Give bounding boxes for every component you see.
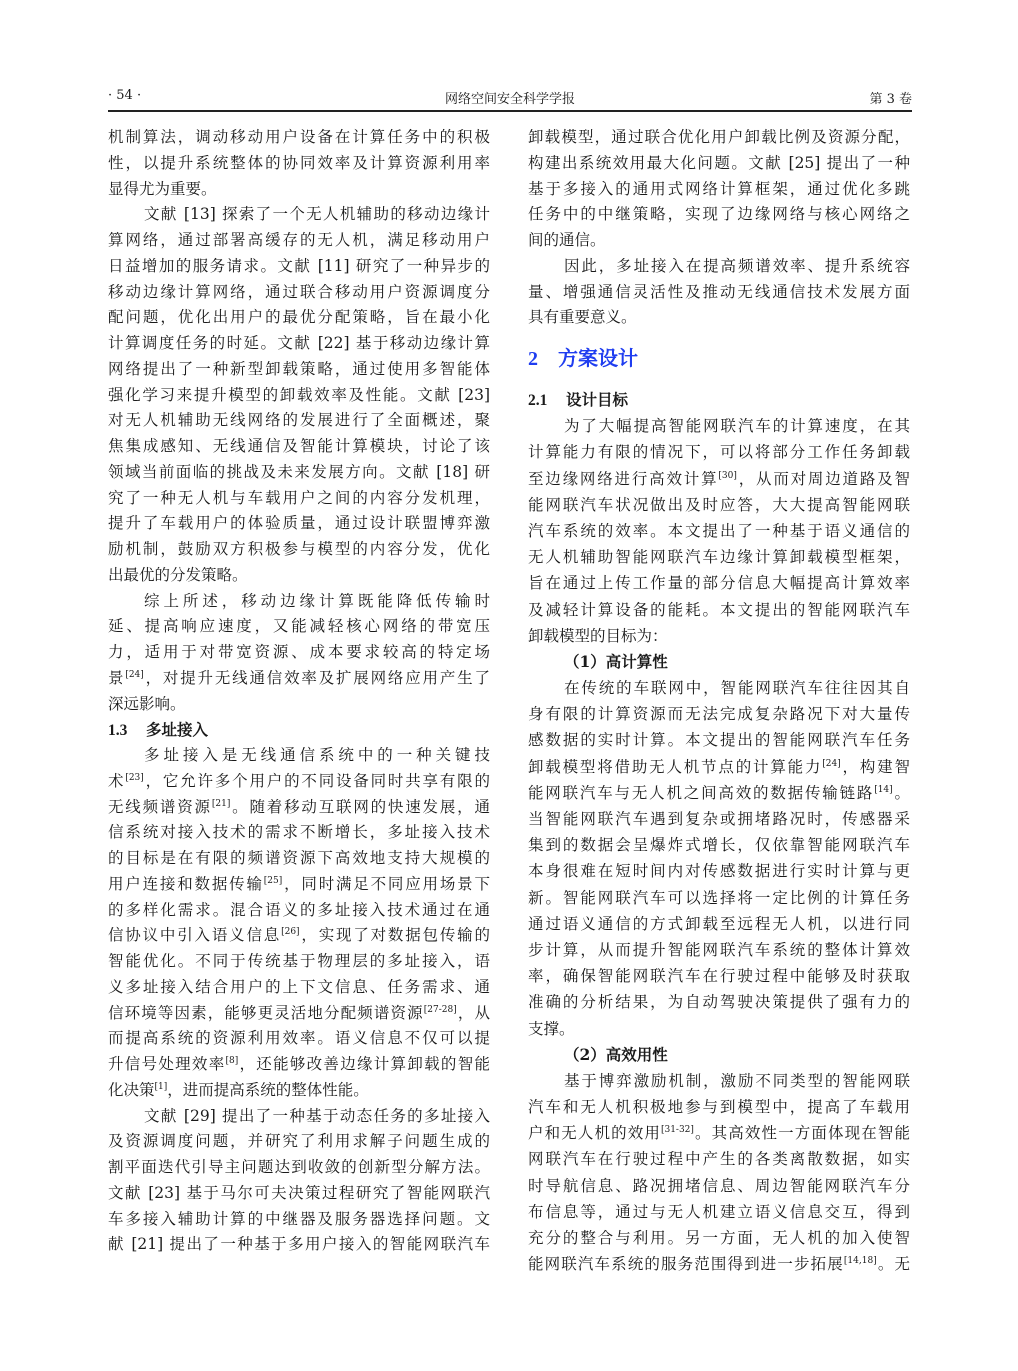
heading-title: 设计目标 [566,390,629,409]
text-segment: 景 [108,668,126,687]
text-line: 献 [21] 提出了一种基于多用户接入的智能网联汽车 [108,1235,490,1254]
text-line: 充分的整合与利用。另一方面，无人机的加入使智 [528,1229,910,1247]
section-heading [528,331,910,387]
citation-superscript: [31-32] [660,1125,694,1136]
text-segment: 升信号处理效率 [108,1055,226,1073]
text-line: 集到的数据会呈爆炸式增长，仅依靠智能网联汽车 [528,836,910,855]
goal-item-heading: （2）高效用性 [564,1044,668,1064]
text-line: 基于博弈激励机制，激励不同类型的智能网联 [564,1071,910,1090]
heading-number: 2.1 [528,392,548,409]
text-segment: 无线频谱资源 [108,797,212,816]
text-line [528,754,910,780]
text-line: 计算调度任务的时延。文献 [22] 基于移动边缘计算 [108,334,490,352]
text-segment: ，对提升无线通信效率及扩展网络应用产生了 [143,668,490,687]
text-line: 因此，多址接入在提高频谱效率、提升系统容 [564,256,910,275]
text-line: 准确的分析结果，为自动驾驶决策提供了强有力的 [528,993,910,1012]
text-line: 网络提出了一种新型卸载策略，通过使用多智能体 [108,359,490,378]
text-line: 为了大幅提高智能网联汽车的计算速度，在其 [564,417,910,436]
text-line: 基于多接入的通用式网络计算框架，通过优化多跳 [528,179,910,198]
right-column [528,125,910,1277]
text-segment: ，从而对周边道路及智 [736,469,910,488]
paragraph [108,743,490,1104]
text-segment: ，还能够改善边缘计算卸载的智能 [238,1055,490,1073]
text-line: 出最优的分发策略。 [108,565,248,584]
text-segment: ，它允许多个用户的不同设备同时共享有限的 [143,771,490,790]
text-line: 量、增强通信灵活性及推动无线通信技术发展方面 [528,282,910,301]
text-line: 日益增加的服务请求。文献 [11] 研究了一种异步的 [108,256,490,275]
text-line [528,1251,910,1277]
citation-superscript: [24] [822,758,841,769]
text-line: 及资源调度问题，并研究了利用求解子问题生成的 [108,1132,490,1151]
text-line: 网联汽车在行驶过程中产生的各类离散数据，如实 [528,1150,910,1169]
heading-number: 2 [528,348,538,370]
text-line: 延、提高响应速度，又能减轻核心网络的带宽压 [108,617,490,636]
text-line: 卸载模型的目标为： [528,626,668,645]
text-segment: 信环境等因素，能够更灵活地分配频谱资源 [108,1003,424,1022]
text-segment: ，进而提高系统的整体性能。 [167,1080,369,1099]
text-line: 计算能力有限的情况下，可以将部分工作任务卸载 [528,443,910,462]
heading-title: 方案设计 [558,346,638,370]
lower-section [528,387,910,1277]
heading-title: 多址接入 [146,720,209,740]
text-line: 深远影响。 [108,694,186,713]
text-line: 时导航信息、路况拥堵信息、周边智能网联汽车分 [528,1176,910,1195]
text-line [108,923,490,949]
text-line: 的多样化需求。混合语义的多址接入技术通过在通 [108,900,490,919]
text-line: 文献 [23] 基于马尔可夫决策过程研究了智能网联汽 [108,1183,490,1202]
text-segment: 。其高效性一方面体现在智能 [693,1124,910,1143]
citation-superscript: [27-28] [423,1004,457,1015]
text-line: 多址接入是无线通信系统中的一种关键技 [144,746,490,764]
text-line: 布信息等，通过与无人机建立语义信息交互，得到 [528,1202,910,1221]
text-line [108,1052,490,1078]
text-segment: ，从 [456,1003,490,1022]
citation-superscript: [25] [263,875,283,886]
citation-superscript: [14] [874,784,893,795]
subsection-heading [108,717,490,743]
heading-number: 1.3 [108,722,128,740]
text-line: 而提高系统的资源利用效率。语义信息不仅可以提 [108,1029,490,1048]
left-column [108,125,490,1258]
citation-superscript: [30] [718,470,737,481]
text-line: 文献 [13] 探索了一个无人机辅助的移动边缘计 [144,205,490,224]
paragraph [108,1104,490,1259]
text-segment: 能网联汽车系统的服务范围得到进一步拓展 [528,1255,844,1274]
header-rule [108,110,912,112]
text-line [528,466,910,492]
citation-superscript: [26] [281,927,300,938]
text-line [108,1078,490,1104]
paragraph [528,125,910,254]
text-segment: 化决策 [108,1080,155,1099]
paragraph [528,254,910,331]
text-segment: ，实现了对数据包传输的 [299,926,490,945]
text-segment: 信协议中引入语义信息 [108,926,282,945]
text-segment: 能网联汽车与无人机之间高效的数据传输链路 [528,783,875,802]
citation-superscript: [23] [125,772,144,783]
text-line: 励机制，鼓励双方积极参与模型的内容分发，优化 [108,540,490,558]
text-line: 构建出系统效用最大化问题。文献 [25] 提出了一种 [528,153,910,172]
text-line: 机制算法，调动移动用户设备在计算任务中的积极 [108,128,490,146]
text-segment: 。随着移动互联网的快速发展，通 [230,797,490,816]
text-line [108,666,490,692]
text-segment: 用户连接和数据传输 [108,874,264,893]
text-line: 及减轻计算设备的能耗。本文提出的智能网联汽车 [528,600,910,619]
text-line: 割平面迭代引导主问题达到收敛的创新型分解方法。 [108,1158,490,1176]
citation-superscript: [8] [225,1056,239,1066]
text-line: 无人机辅助智能网联汽车边缘计算卸载模型框架， [528,548,910,567]
paragraph [108,589,490,718]
text-segment: 。无 [876,1255,910,1274]
text-line [108,1001,490,1027]
volume-label: 第 3 卷 [869,92,912,107]
text-line: 身有限的计算资源而无法完成复杂路况下对大量传 [528,705,910,724]
text-line: 究了一种无人机与车载用户之间的内容分发机理， [108,488,490,507]
text-segment: 。 [892,783,910,802]
text-line: 能网联汽车状况做出及时应答，大大提高智能网联 [528,495,910,514]
text-line [528,780,910,806]
text-line: 通过语义通信的方式卸载至远程无人机，以进行同 [528,914,910,933]
text-line: 率，确保智能网联汽车在行驶过程中能够及时获取 [528,967,910,986]
text-line: 信系统对接入技术的需求不断增长，多址接入技术 [108,823,490,842]
text-line: 具有重要意义。 [528,308,637,327]
text-line: 支撑。 [528,1019,575,1038]
text-line [108,769,490,795]
text-segment: 卸载模型将借助无人机节点的计算能力 [528,757,823,776]
citation-superscript: [21] [211,798,231,809]
text-line: 智能优化。不同于传统基于物理层的多址接入，语 [108,952,490,970]
citation-superscript: [1] [154,1081,168,1092]
text-line: 卸载模型，通过联合优化用户卸载比例及资源分配， [528,128,910,146]
running-header [108,88,912,108]
text-line: 新。智能网联汽车可以选择将一定比例的计算任务 [528,888,910,907]
page-number: · 54 · [108,88,142,103]
text-line [108,795,490,821]
text-line: 强化学习来提升模型的卸载效率及性能。文献 [23] [108,385,490,404]
paragraph [528,413,910,649]
text-line: 配问题，优化出用户的最优分配策略，旨在最小化 [108,308,490,327]
text-line: 任务中的中继策略，实现了边缘网络与核心网络之 [528,205,910,224]
text-line: 力，适用于对带宽资源、成本要求较高的特定场 [108,643,490,661]
goal-item-heading: （1）高计算性 [564,651,668,671]
paragraph [528,1068,910,1278]
text-line: 移动边缘计算网络，通过联合移动用户资源调度分 [108,282,490,301]
paragraph [108,125,490,202]
text-line: 本身很难在短时间内对传感数据进行实时计算与更 [528,862,910,881]
text-segment: ，同时满足不同应用场景下 [282,874,490,893]
text-line: 对无人机辅助无线网络的发展进行了全面概述，聚 [108,411,490,430]
text-line: 综上所述，移动边缘计算既能降低传输时 [144,591,490,610]
paragraph [108,202,490,588]
text-line: 间的通信。 [528,231,606,249]
subsection-heading [528,387,910,413]
text-line: 旨在通过上传工作量的部分信息大幅提高计算效率 [528,574,910,593]
journal-title: 网络空间安全科学学报 [444,92,575,107]
text-line: 汽车和无人机积极地参与到模型中，提高了车载用 [528,1098,910,1117]
text-line: 性，以提升系统整体的协同效率及计算资源利用率 [108,153,490,172]
citation-superscript: [14,18] [843,1256,877,1267]
text-line: 车多接入辅助计算的中继器及服务器选择问题。文 [108,1209,490,1228]
text-line: 当智能网联汽车遇到复杂或拥堵路况时，传感器采 [528,810,910,828]
text-line: 步计算，从而提升智能网联汽车系统的整体计算效 [528,940,910,959]
text-line: 在传统的车联网中，智能网联汽车往往因其自 [564,679,910,698]
text-line: 文献 [29] 提出了一种基于动态任务的多址接入 [144,1106,490,1125]
paragraph [528,675,910,1042]
text-line: 提升了车载用户的体验质量，通过设计联盟博弈激 [108,514,490,533]
text-line [108,872,490,898]
text-line: 算网络，通过部署高缓存的无人机，满足移动用户 [108,231,490,249]
text-segment: ，构建智 [840,757,910,776]
text-line [528,1120,910,1146]
text-line: 焦集成感知、无线通信及智能计算模块，讨论了该 [108,437,490,455]
text-line: 汽车系统的效率。本文提出了一种基于语义通信的 [528,521,910,540]
text-line: 义多址接入结合用户的上下文信息、任务需求、通 [108,977,490,996]
text-line: 显得尤为重要。 [108,179,217,198]
text-line: 领域当前面临的挑战及未来发展方向。文献 [18] 研 [108,462,490,481]
citation-superscript: [24] [125,669,144,680]
text-segment: 户和无人机的效用 [528,1124,661,1143]
text-segment: 术 [108,771,126,790]
text-segment: 至边缘网络进行高效计算 [528,469,719,488]
text-line: 感数据的实时计算。本文提出的智能网联汽车任务 [528,731,910,750]
text-line: 的目标是在有限的频谱资源下高效地支持大规模的 [108,849,490,867]
